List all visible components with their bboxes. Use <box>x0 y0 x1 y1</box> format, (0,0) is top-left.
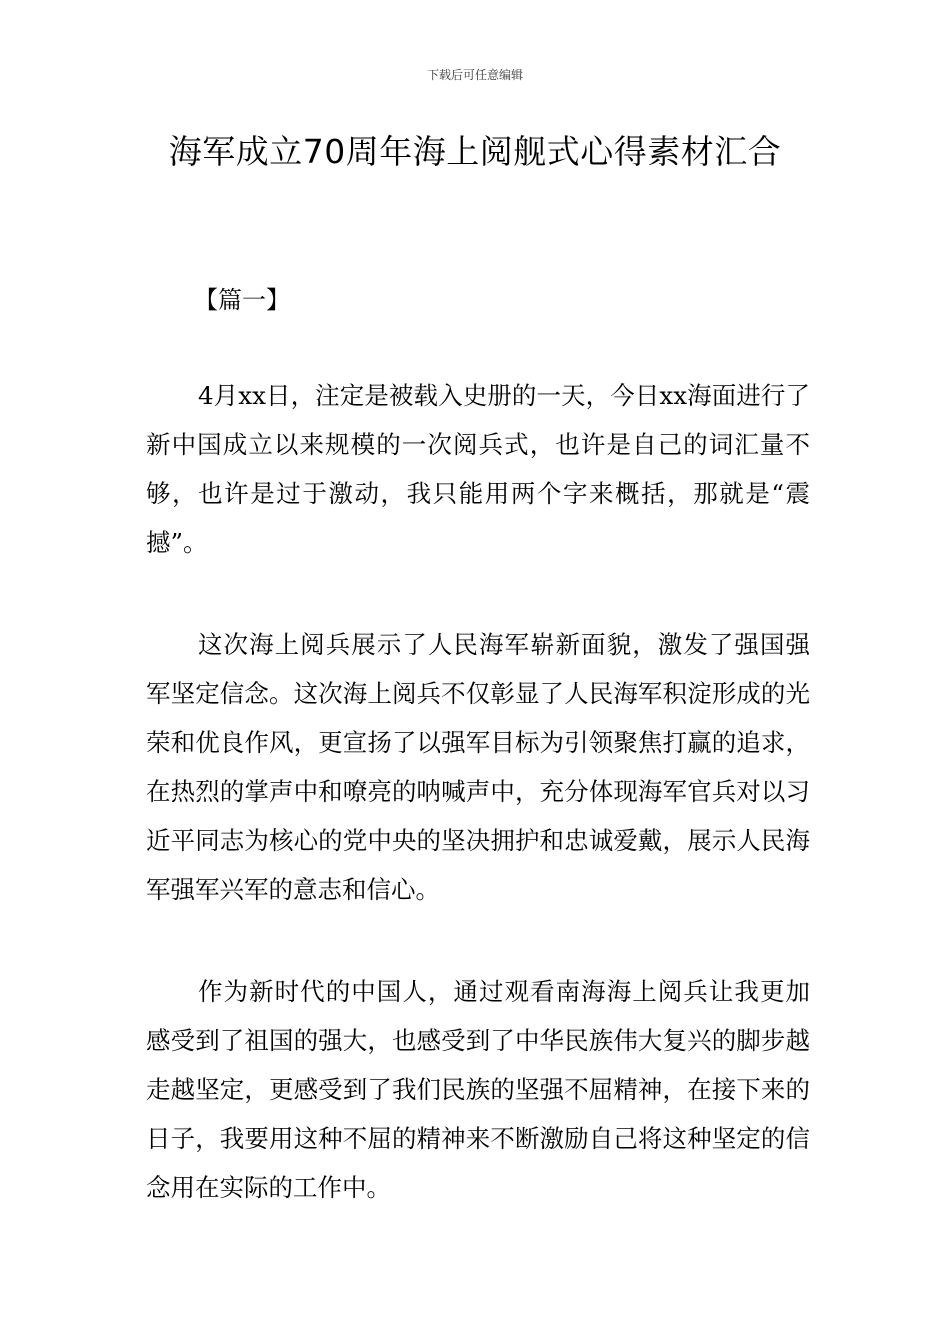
document-title: 海军成立70周年海上阅舰式心得素材汇合 <box>168 132 782 171</box>
paragraph-3: 作为新时代的中国人，通过观看南海海上阅兵让我更加感受到了祖国的强大，也感受到了中华民族伟大复兴的脚步越走越坚定，更感受到了我们民族的坚强不屈精神，在接下来的日子，我要用这种不屈的精神来不断激励自己将这种坚定的信念用在实际的工作中。 <box>146 977 810 1202</box>
section-label: 【篇一】 <box>194 286 290 314</box>
header-note: 下载后可任意编辑 <box>426 68 523 82</box>
paragraph-2: 这次海上阅兵展示了人民海军崭新面貌，激发了强国强军坚定信念。这次海上阅兵不仅彰显了人民海军积淀形成的光荣和优良作风，更宣扬了以强军目标为引领聚焦打赢的追求，在热烈的掌声中和嘹亮的呐喊声中，充分体现海军官兵对以习近平同志为核心的党中央的坚决拥护和忠诚爱戴，展示人民海军强军兴军的意志和信心。 <box>146 630 810 904</box>
paragraph-1: 4月xx日，注定是被载入史册的一天，今日xx海面进行了新中国成立以来规模的一次阅兵式，也许是自己的词汇量不够，也许是过于激动，我只能用两个字来概括，那就是“震撼”。 <box>146 381 810 557</box>
